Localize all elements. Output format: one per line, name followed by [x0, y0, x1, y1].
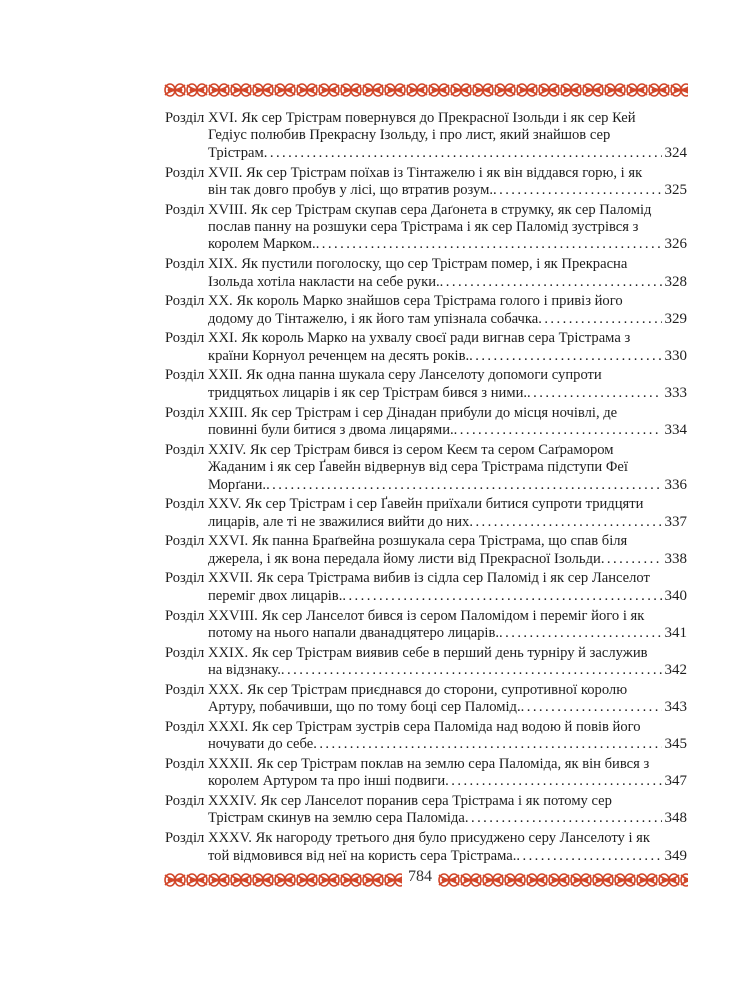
- toc-entry[interactable]: [165, 330, 687, 365]
- toc-entry[interactable]: [165, 405, 687, 440]
- toc-entry-page: 342: [662, 662, 688, 679]
- toc-entry-page: 347: [662, 773, 688, 790]
- toc-entry[interactable]: [165, 570, 687, 605]
- toc-entry-page: 330: [662, 348, 688, 365]
- toc-entry[interactable]: [165, 293, 687, 328]
- toc-entry[interactable]: [165, 202, 687, 254]
- toc-entry[interactable]: [165, 442, 687, 494]
- toc-entry-title: Розділ XXVI. Як панна Браґвейна розшукала сера Трістрама, що спав біля джерела, і як вона передала йому листи від Прекрасної Ізольди . . .: [165, 533, 627, 566]
- toc-entry-page: 325: [662, 182, 688, 199]
- toc-entry-page: 336: [662, 477, 688, 494]
- toc-entry-title: Розділ XXXI. Як сер Трістрам зустрів сера Паломіда над водою й повів його ночувати до себе . . .: [165, 719, 641, 752]
- toc-entry-title: Розділ XXVII. Як сера Трістрама вибив із сідла сер Паломід і як сер Ланселот переміг двох лицарів. . . .: [165, 570, 650, 603]
- toc-entry-title: Розділ XXIII. Як сер Трістрам і сер Дінадан прибули до місця ночівлі, де повинні були битися з двома лицарями. . . .: [165, 405, 617, 438]
- toc-entry-page: 333: [662, 385, 688, 402]
- toc-entry-page: 340: [662, 588, 688, 605]
- toc-entry[interactable]: [165, 719, 687, 754]
- toc-entry-page: 345: [662, 736, 688, 753]
- toc-entry[interactable]: [165, 496, 687, 531]
- toc-entry-page: 337: [662, 514, 688, 531]
- toc-entry-title: Розділ XXII. Як одна панна шукала серу Ланселоту допомоги супроти тридцятьох лицарів і як сер Трістрам бився з ними. . . .: [165, 367, 602, 400]
- ornament-border-top: [164, 82, 688, 98]
- toc-entry[interactable]: [165, 756, 687, 791]
- toc-entry-page: 324: [662, 145, 688, 162]
- toc-entry-page: 338: [662, 551, 688, 568]
- toc-entry-page: 334: [662, 422, 688, 439]
- toc-entry-page: 349: [662, 848, 688, 865]
- toc-entry-title: Розділ XVIII. Як сер Трістрам скупав сера Даґонета в струмку, як сер Паломід послав панну на розшуки сера Трістрама і як сер Паломід зустрівся з королем Марком. . . .: [165, 202, 651, 253]
- toc-entry-title: Розділ XXXV. Як нагороду третього дня було присуджено серу Ланселоту і як той відмовився від неї на користь сера Трістрама. . . .: [165, 830, 650, 863]
- toc-entry[interactable]: [165, 367, 687, 402]
- toc-entry-title: Розділ XXIV. Як сер Трістрам бився із сером Кеєм та сером Саґрамором Жаданим і як сер Ґавейн відвернув від сера Трістрама підступи Феї Морґани. . . .: [165, 442, 628, 493]
- ornament-border-bottom-right: [438, 872, 688, 888]
- toc-entry[interactable]: [165, 110, 687, 162]
- ornament-border-bottom-left: [164, 872, 402, 888]
- toc-entry[interactable]: [165, 682, 687, 717]
- toc-entry-page: 343: [662, 699, 688, 716]
- toc-entry[interactable]: [165, 256, 687, 291]
- toc-entry-title: Розділ XXX. Як сер Трістрам приєднався до сторони, супротивної королю Артуру, побачивши, що по тому боці сер Паломід. . . .: [165, 682, 627, 715]
- toc-entry-title: Розділ XXI. Як король Марко на ухвалу своєї ради вигнав сера Трістрама з країни Корнуол реченцем на десять років. . . .: [165, 330, 630, 363]
- page-number: 784: [408, 868, 432, 885]
- toc-entry-title: Розділ XVI. Як сер Трістрам повернувся до Прекрасної Ізольди і як сер Кей Гедіус полюбив Прекрасну Ізольду, і про лист, який знайшов сер Трістрам . . .: [165, 110, 636, 161]
- toc-entry[interactable]: [165, 165, 687, 200]
- toc-entry-title: Розділ XXXII. Як сер Трістрам поклав на землю сера Паломіда, як він бився з королем Артуром та про інші подвиги . . .: [165, 756, 649, 789]
- toc-entry-page: 329: [662, 311, 688, 328]
- toc-entry-title: Розділ XXVIII. Як сер Ланселот бився із сером Паломідом і переміг його і як потому на нього напали дванадцятеро лицарів. . . .: [165, 608, 644, 641]
- toc-entry-page: 348: [662, 810, 688, 827]
- toc-entry-title: Розділ XXV. Як сер Трістрам і сер Ґавейн приїхали битися супроти тридцяти лицарів, але ті не зважилися вийти до них . . .: [165, 496, 643, 529]
- toc-entry-title: Розділ XVII. Як сер Трістрам поїхав із Тінтажелю і як він віддався горю, і як він так довго пробув у лісі, що втратив розум. . . .: [165, 165, 642, 198]
- toc-entry[interactable]: [165, 608, 687, 643]
- toc-entry-title: Розділ XX. Як король Марко знайшов сера Трістрама голого і привіз його додому до Тінтажелю, і як його там упізнала собачка . . .: [165, 293, 623, 326]
- toc-entry[interactable]: [165, 645, 687, 680]
- table-of-contents: [165, 110, 687, 867]
- toc-entry-page: 326: [662, 236, 688, 253]
- toc-entry-page: 328: [662, 274, 688, 291]
- toc-entry-title: Розділ XXIX. Як сер Трістрам виявив себе в перший день турніру й заслужив на відзнаку. . . .: [165, 645, 648, 678]
- toc-entry[interactable]: [165, 533, 687, 568]
- toc-entry-title: Розділ XIX. Як пустили поголоску, що сер Трістрам помер, і як Прекрасна Ізольда хотіла накласти на себе руки. . . .: [165, 256, 627, 289]
- toc-entry-page: 341: [662, 625, 688, 642]
- toc-entry[interactable]: [165, 830, 687, 865]
- toc-entry-title: Розділ XXXIV. Як сер Ланселот поранив сера Трістрама і як потому сер Трістрам скинув на землю сера Паломіда . . .: [165, 793, 612, 826]
- toc-entry[interactable]: [165, 793, 687, 828]
